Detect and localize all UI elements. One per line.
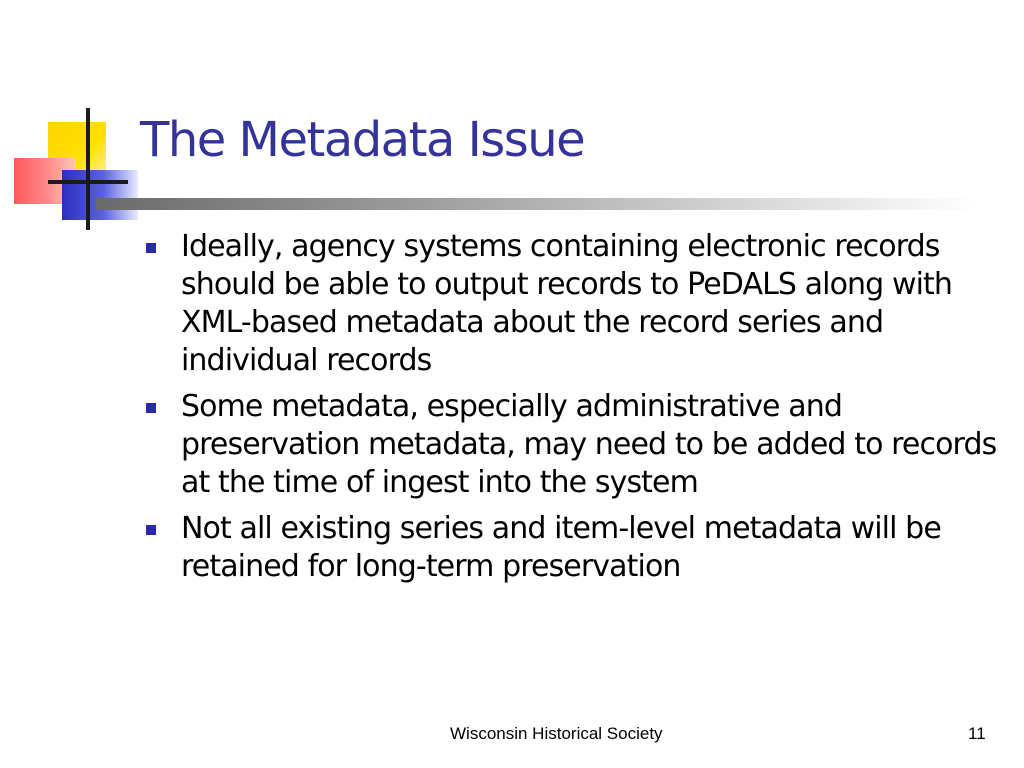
square-bullet-icon <box>146 243 156 253</box>
logo-blue-bar <box>62 170 138 220</box>
bullet-item <box>144 228 1004 380</box>
title-underline-rule <box>96 198 976 210</box>
square-bullet-icon <box>146 525 156 535</box>
square-bullet-icon <box>146 403 156 413</box>
slide-footer: Wisconsin Historical Society <box>450 724 663 743</box>
page-number: 11 <box>968 724 986 743</box>
bullet-item <box>144 388 1004 502</box>
bullet-list <box>144 228 1004 594</box>
bullet-text: Ideally, agency systems containing electronic records should be able to output records to PeDALS along with XML-based metadata about the record series and individual records <box>181 229 952 378</box>
logo-vertical-line <box>86 108 90 230</box>
slide-title: The Metadata Issue <box>140 112 585 168</box>
logo-horizontal-line <box>48 180 128 184</box>
bullet-text: Not all existing series and item-level metadata will be retained for long-term preservation <box>181 511 941 584</box>
bullet-item <box>144 510 1004 586</box>
bullet-text: Some metadata, especially administrative and preservation metadata, may need to be added to records at the time of ingest into the system <box>181 389 997 500</box>
